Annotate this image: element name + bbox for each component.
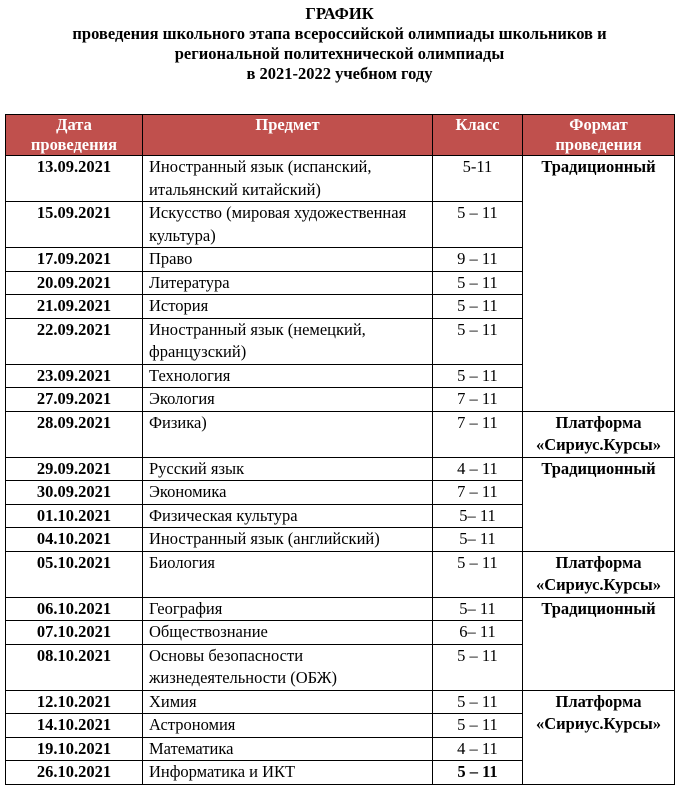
grade-cell: 5 – 11: [433, 690, 523, 714]
table-row: [6, 156, 675, 202]
document-subtitle-line3: в 2021-2022 учебном году: [246, 64, 433, 83]
date-cell: 06.10.2021: [6, 597, 143, 621]
table-row: [6, 597, 675, 621]
subject-cell: Литература: [143, 271, 433, 295]
date-cell: 21.09.2021: [6, 295, 143, 319]
subject-cell: Экология: [143, 388, 433, 412]
grade-cell: 7 – 11: [433, 388, 523, 412]
column-header-format-line1: Формат: [569, 115, 628, 134]
subject-cell: Иностранный язык (испанский, итальянский китайский): [143, 156, 433, 202]
table-row: [6, 690, 675, 714]
format-cell: [523, 551, 675, 597]
schedule-table: [5, 114, 675, 785]
date-cell: 14.10.2021: [6, 714, 143, 738]
subject-cell: Право: [143, 248, 433, 272]
column-header-date-line2: проведения: [30, 135, 118, 154]
grade-cell: 7 – 11: [433, 411, 523, 457]
table-header-row: [6, 115, 675, 156]
date-cell: 05.10.2021: [6, 551, 143, 597]
subject-cell: Биология: [143, 551, 433, 597]
grade-cell: 4 – 11: [433, 737, 523, 761]
subject-cell: Основы безопасности жизнедеятельности (ОБЖ): [143, 644, 433, 690]
subject-cell: Иностранный язык (английский): [143, 528, 433, 552]
grade-cell: 5– 11: [433, 528, 523, 552]
date-cell: 29.09.2021: [6, 457, 143, 481]
subject-cell: Обществознание: [143, 621, 433, 645]
format-platform-line2: «Сириус.Курсы»: [536, 714, 661, 733]
date-cell: 27.09.2021: [6, 388, 143, 412]
date-cell: 08.10.2021: [6, 644, 143, 690]
document-subtitle-line2: региональной политехнической олимпиады: [174, 44, 505, 63]
subject-cell: История: [143, 295, 433, 319]
subject-cell: Технология: [143, 364, 433, 388]
date-cell: 15.09.2021: [6, 202, 143, 248]
grade-cell: 6– 11: [433, 621, 523, 645]
date-cell: 23.09.2021: [6, 364, 143, 388]
subject-cell: География: [143, 597, 433, 621]
date-cell: 28.09.2021: [6, 411, 143, 457]
date-cell: 22.09.2021: [6, 318, 143, 364]
subject-cell: Физическая культура: [143, 504, 433, 528]
subject-cell: Иностранный язык (немецкий, французский): [143, 318, 433, 364]
format-platform-line2: «Сириус.Курсы»: [536, 435, 661, 454]
document-subtitle-line1: проведения школьного этапа всероссийской олимпиады школьников и: [72, 24, 607, 43]
date-cell: 30.09.2021: [6, 481, 143, 505]
grade-cell: 5– 11: [433, 597, 523, 621]
grade-cell: 9 – 11: [433, 248, 523, 272]
format-cell: Традиционный: [523, 457, 675, 551]
date-cell: 26.10.2021: [6, 761, 143, 785]
grade-cell: 4 – 11: [433, 457, 523, 481]
subject-cell: Русский язык: [143, 457, 433, 481]
format-cell: [523, 411, 675, 457]
column-header-date: [6, 115, 143, 156]
date-cell: 19.10.2021: [6, 737, 143, 761]
date-cell: 12.10.2021: [6, 690, 143, 714]
subject-cell: Математика: [143, 737, 433, 761]
table-row: [6, 457, 675, 481]
format-platform-line1: Платформа: [555, 412, 642, 432]
column-header-date-line1: Дата: [56, 115, 92, 134]
grade-cell: 5 – 11: [433, 761, 523, 785]
grade-cell: 5 – 11: [433, 551, 523, 597]
format-cell: Традиционный: [523, 156, 675, 412]
format-platform-line1: Платформа: [555, 552, 642, 572]
format-cell: Традиционный: [523, 597, 675, 690]
format-platform-line1: Платформа: [555, 691, 642, 711]
grade-cell: 5 – 11: [433, 364, 523, 388]
table-row: [6, 551, 675, 597]
column-header-subject: Предмет: [143, 115, 433, 156]
table-row: [6, 411, 675, 457]
subject-cell: Химия: [143, 690, 433, 714]
subject-cell: Информатика и ИКТ: [143, 761, 433, 785]
document-title: ГРАФИК: [305, 4, 374, 23]
format-cell: [523, 690, 675, 784]
format-platform-line2: «Сириус.Курсы»: [536, 575, 661, 594]
grade-cell: 5 – 11: [433, 318, 523, 364]
grade-cell: 5 – 11: [433, 271, 523, 295]
date-cell: 01.10.2021: [6, 504, 143, 528]
subject-cell: Астрономия: [143, 714, 433, 738]
subject-cell: Искусство (мировая художественная культура): [143, 202, 433, 248]
date-cell: 13.09.2021: [6, 156, 143, 202]
subject-cell: Физика): [143, 411, 433, 457]
grade-cell: 5 – 11: [433, 644, 523, 690]
grade-cell: 5 – 11: [433, 295, 523, 319]
grade-cell: 5– 11: [433, 504, 523, 528]
grade-cell: 5 – 11: [433, 714, 523, 738]
date-cell: 04.10.2021: [6, 528, 143, 552]
grade-cell: 5-11: [433, 156, 523, 202]
column-header-grade: Класс: [433, 115, 523, 156]
column-header-format: [523, 115, 675, 156]
date-cell: 07.10.2021: [6, 621, 143, 645]
date-cell: 20.09.2021: [6, 271, 143, 295]
subject-cell: Экономика: [143, 481, 433, 505]
grade-cell: 5 – 11: [433, 202, 523, 248]
grade-cell: 7 – 11: [433, 481, 523, 505]
date-cell: 17.09.2021: [6, 248, 143, 272]
column-header-format-line2: проведения: [555, 135, 642, 154]
